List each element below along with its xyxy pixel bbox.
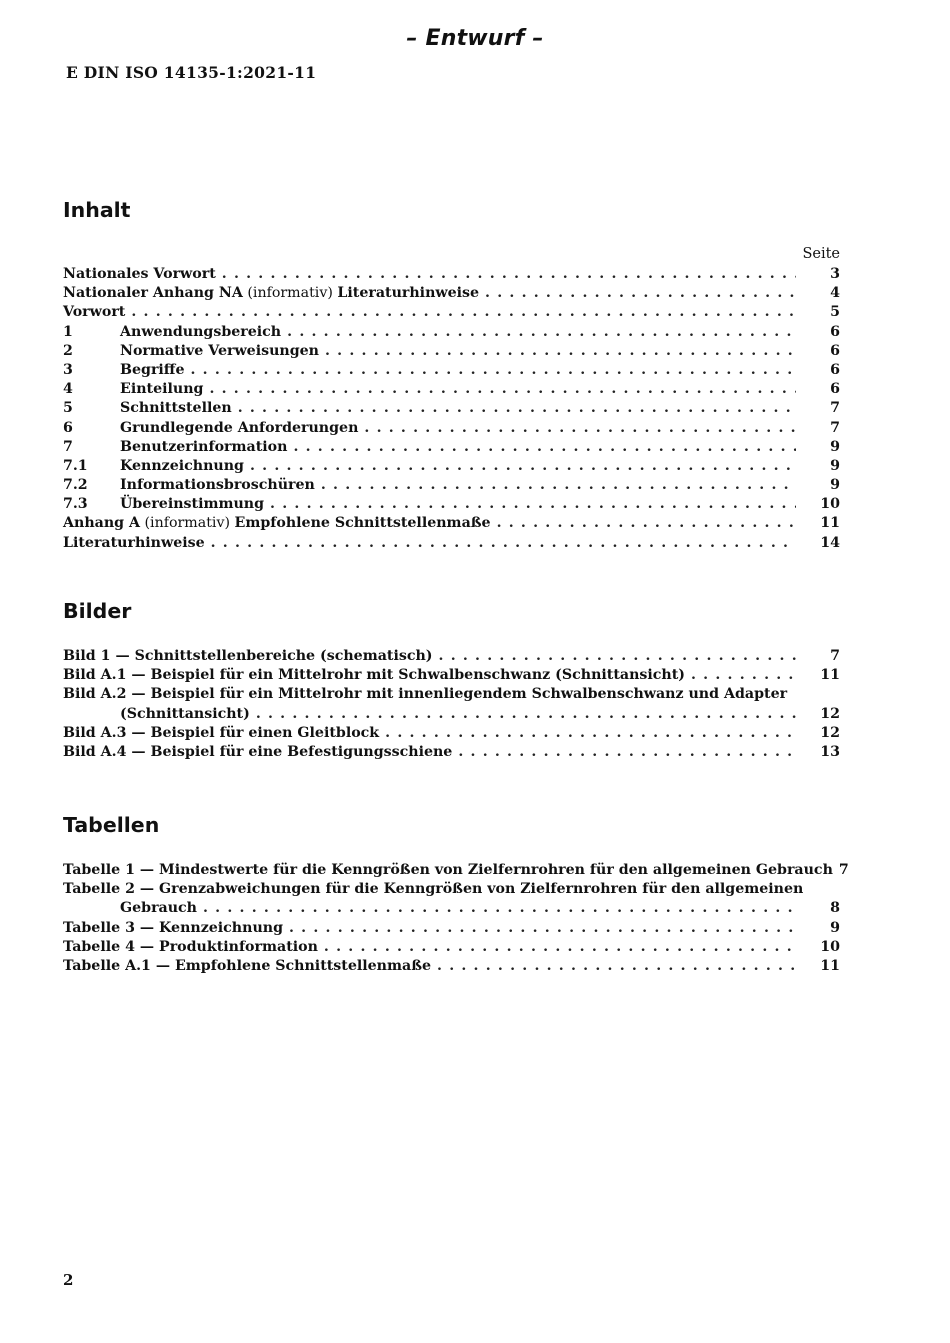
toc-entry-title: Anwendungsbereich [120, 323, 282, 340]
table-entry[interactable] [63, 880, 840, 899]
toc-entry-page: 7 [830, 400, 840, 417]
figure-entry-page: 12 [820, 724, 840, 741]
toc-entry[interactable] [63, 457, 840, 476]
toc-entry-page: 11 [820, 515, 840, 532]
toc-entry[interactable] [63, 361, 840, 380]
figure-entry[interactable] [63, 647, 840, 666]
table-entry-page: 9 [830, 919, 840, 936]
toc-entry-title: Empfohlene Schnittstellenmaße [234, 515, 491, 532]
toc-entry-page: 6 [830, 342, 840, 359]
table-entry[interactable] [63, 861, 849, 880]
figure-entry[interactable] [63, 685, 840, 704]
toc-entry-number: 7.2 [63, 477, 88, 494]
toc-entry-title: Schnittstellen [120, 400, 232, 417]
toc-entry[interactable] [63, 419, 840, 438]
toc-entry-page: 4 [830, 285, 840, 302]
figure-entry-title: (Schnittansicht) [120, 705, 250, 722]
toc-entry-qualifier: (informativ) [140, 515, 235, 532]
toc-entry[interactable] [63, 265, 840, 284]
leader-dots [238, 399, 796, 418]
toc-entry-title: Nationaler Anhang NA [63, 285, 243, 302]
table-entry-page: 7 [838, 862, 849, 878]
toc-entry-title: Informationsbroschüren [120, 477, 315, 494]
toc-entry-page: 5 [830, 304, 840, 321]
toc-entry-title: Benutzerinformation [120, 438, 288, 455]
toc-entry-title: Literaturhinweise [63, 534, 205, 551]
table-entry-title: Tabelle 2 — Grenzabweichungen für die Kenngrößen von Zielfernrohren für den allgemeinen [63, 881, 804, 898]
toc-entry-title: Grundlegende Anforderungen [120, 419, 359, 436]
toc-entry[interactable] [63, 514, 840, 533]
figure-entry-title: Bild 1 — Schnittstellenbereiche (schematisch) [63, 648, 433, 664]
leader-dots [324, 938, 796, 957]
table-entry-page: 8 [830, 900, 840, 917]
toc-entry[interactable] [63, 399, 840, 418]
document-id: E DIN ISO 14135-1:2021-11 [66, 63, 317, 82]
toc-entry-title: Kennzeichnung [120, 457, 244, 474]
table-entry[interactable] [63, 919, 840, 938]
toc-entry-qualifier: (informativ) [242, 285, 338, 302]
leader-dots [321, 476, 796, 495]
table-entry-page: 11 [820, 957, 840, 974]
figures-heading: Bilder [63, 599, 132, 623]
leader-dots [270, 495, 796, 514]
toc-entry[interactable] [63, 342, 840, 361]
toc-entry-number: 3 [63, 361, 73, 378]
toc-entry-title: Vorwort [63, 304, 126, 321]
table-entry-title: Tabelle 3 — Kennzeichnung [63, 919, 283, 936]
leader-dots [203, 899, 796, 918]
toc-entry-title: Einteilung [120, 381, 204, 398]
leader-dots [485, 284, 796, 303]
draft-label: – Entwurf – [406, 26, 544, 51]
leader-dots [385, 724, 796, 743]
leader-dots [497, 514, 796, 533]
toc-entry-page: 9 [830, 438, 840, 455]
leader-dots [211, 534, 796, 553]
figure-entry-title: Bild A.2 — Beispiel für ein Mittelrohr mit innenliegendem Schwalbenschwanz und Adapter [63, 686, 788, 703]
toc-entry-number: 5 [63, 400, 73, 417]
leader-dots [190, 361, 796, 380]
contents-list [63, 265, 840, 553]
toc-entry-number: 4 [63, 381, 73, 398]
leader-dots [289, 919, 796, 938]
figure-entry[interactable] [63, 743, 840, 762]
page-column-label: Seite [802, 246, 840, 262]
toc-entry-page: 14 [820, 534, 840, 551]
toc-entry-title: Nationales Vorwort [63, 266, 216, 282]
tables-heading: Tabellen [63, 813, 160, 837]
leader-dots [325, 342, 796, 361]
toc-entry-page: 9 [830, 457, 840, 474]
contents-heading: Inhalt [63, 198, 131, 222]
toc-entry-title: Normative Verweisungen [120, 342, 319, 359]
table-entry-page: 10 [820, 938, 840, 955]
leader-dots [250, 457, 796, 476]
figure-entry-title: Bild A.1 — Beispiel für ein Mittelrohr mit Schwalbenschwanz (Schnittansicht) [63, 667, 685, 684]
page-number: 2 [63, 1271, 74, 1289]
figure-entry-title: Bild A.4 — Beispiel für eine Befestigungsschiene [63, 743, 453, 760]
toc-entry-number: 7.1 [63, 457, 88, 474]
toc-entry[interactable] [63, 495, 840, 514]
toc-entry[interactable] [63, 284, 840, 303]
toc-entry-title: Anhang A [63, 515, 141, 532]
figure-entry-page: 12 [820, 705, 840, 722]
leader-dots [364, 419, 796, 438]
toc-entry-page: 6 [830, 381, 840, 398]
toc-entry-number: 2 [63, 342, 73, 359]
toc-entry-page: 3 [830, 266, 840, 282]
figure-entry-title: Bild A.3 — Beispiel für einen Gleitblock [63, 724, 380, 741]
tables-list [63, 861, 849, 976]
figure-entry[interactable] [63, 666, 840, 685]
toc-entry-number: 7 [63, 438, 73, 455]
leader-dots [209, 380, 796, 399]
figures-list [63, 647, 840, 762]
figure-entry-page: 7 [830, 648, 840, 664]
table-entry-title: Tabelle 1 — Mindestwerte für die Kenngrößen von Zielfernrohren für den allgemeinen Gebrauch [63, 862, 833, 878]
toc-entry-page: 7 [830, 419, 840, 436]
toc-entry[interactable] [63, 476, 840, 495]
toc-entry-title: Übereinstimmung [120, 496, 265, 513]
figure-entry-page: 11 [820, 667, 840, 684]
leader-dots [691, 666, 796, 685]
toc-entry-number: 1 [63, 323, 73, 340]
table-entry-title: Tabelle 4 — Produktinformation [63, 938, 318, 955]
toc-entry-number: 6 [63, 419, 73, 436]
toc-entry-page: 10 [820, 496, 840, 513]
leader-dots [287, 323, 796, 342]
toc-entry[interactable] [63, 438, 840, 457]
toc-entry[interactable] [63, 323, 840, 342]
table-entry[interactable] [63, 957, 840, 976]
toc-entry[interactable] [63, 380, 840, 399]
leader-dots [222, 265, 796, 284]
leader-dots [256, 705, 796, 724]
leader-dots [437, 957, 796, 976]
toc-entry[interactable] [63, 303, 840, 322]
toc-entry[interactable] [63, 534, 840, 553]
toc-entry-page: 6 [830, 361, 840, 378]
table-entry-title: Gebrauch [120, 900, 197, 917]
leader-dots [439, 647, 796, 666]
leader-dots [293, 438, 796, 457]
table-entry[interactable] [63, 938, 840, 957]
table-entry-continuation[interactable] [63, 899, 840, 918]
leader-dots [458, 743, 796, 762]
figure-entry-continuation[interactable] [63, 705, 840, 724]
toc-entry-number: 7.3 [63, 496, 88, 513]
toc-entry-title: Literaturhinweise [337, 285, 480, 302]
toc-entry-title: Begriffe [120, 361, 185, 378]
toc-entry-page: 9 [830, 477, 840, 494]
figure-entry-page: 13 [820, 743, 840, 760]
toc-entry-page: 6 [830, 323, 840, 340]
table-entry-title: Tabelle A.1 — Empfohlene Schnittstellenmaße [63, 957, 432, 974]
figure-entry[interactable] [63, 724, 840, 743]
leader-dots [131, 303, 796, 322]
